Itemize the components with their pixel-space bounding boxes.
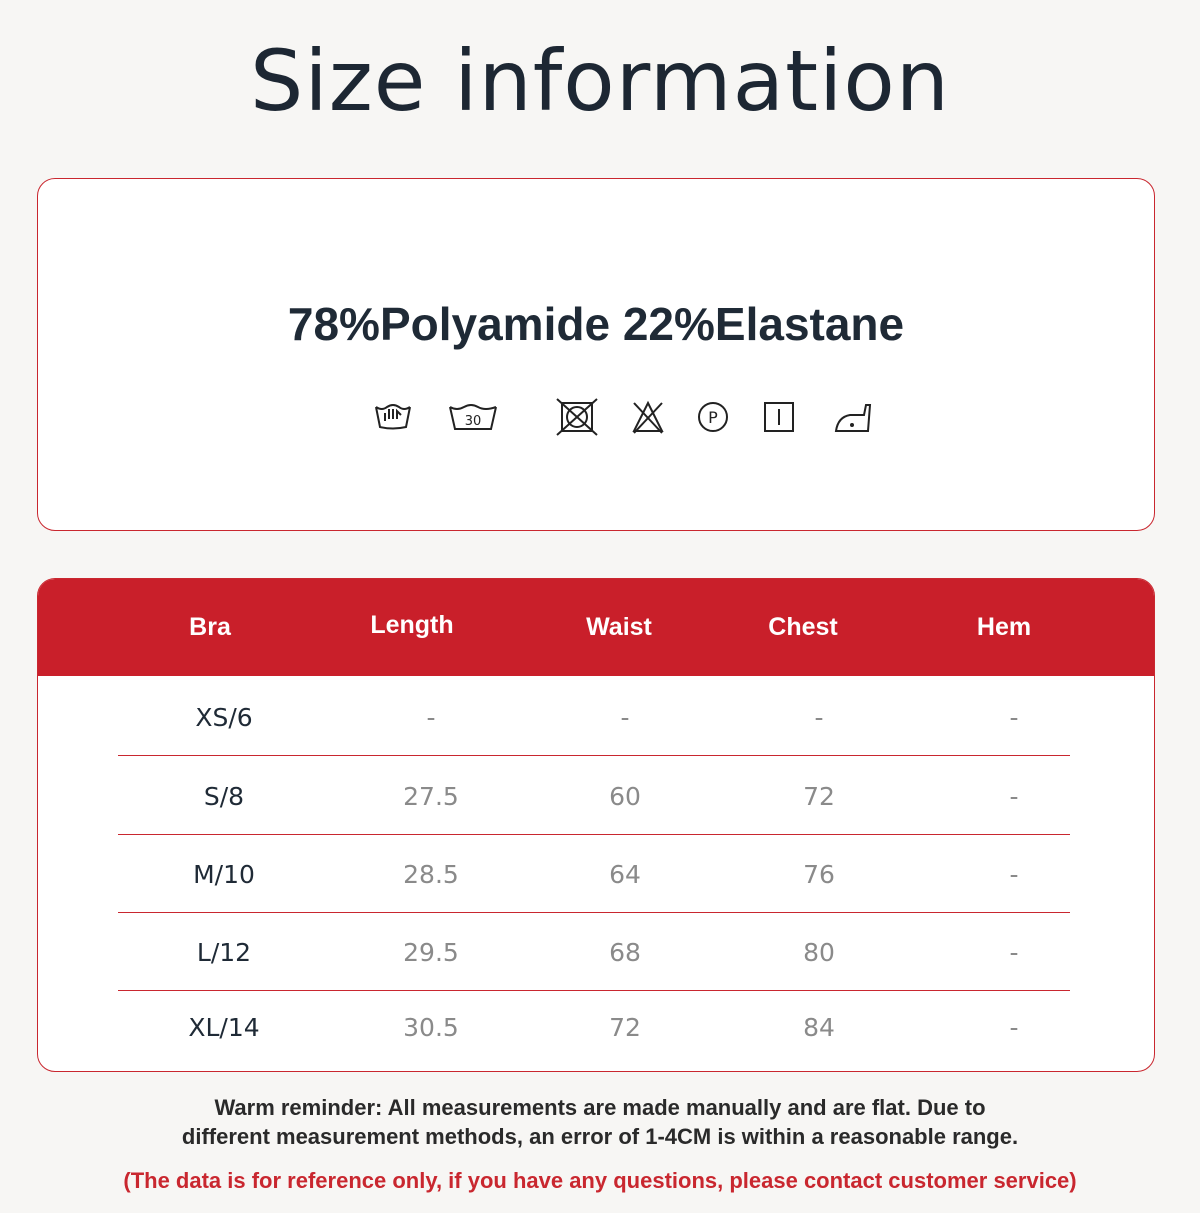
table-row <box>118 836 1070 913</box>
table-row <box>118 758 1070 835</box>
cell-size: XS/6 <box>195 703 253 732</box>
table-row <box>118 989 1070 1066</box>
reminder-line-2: different measurement methods, an error of 1-4CM is within a reasonable range. <box>181 1124 1019 1149</box>
row-divider <box>118 912 1070 914</box>
wash-temp-label: 30 <box>464 414 482 429</box>
size-chart <box>37 578 1155 1072</box>
table-header <box>38 579 1154 676</box>
fabric-composition: 78%Polyamide 22%Elastane <box>287 298 905 350</box>
line-dry-icon <box>756 397 802 437</box>
dry-clean-p-icon <box>690 397 736 437</box>
row-divider <box>118 834 1070 836</box>
hand-wash-icon <box>368 397 418 437</box>
header-waist: Waist <box>586 613 652 641</box>
cell-size: XL/14 <box>188 1013 260 1042</box>
cell-hem: - <box>1009 703 1019 732</box>
header-length: Length <box>370 611 454 639</box>
reference-notice: (The data is for reference only, if you have any questions, please contact customer service) <box>123 1168 1077 1193</box>
cell-size: M/10 <box>193 860 255 889</box>
cell-hem: - <box>1009 938 1019 967</box>
table-row <box>118 914 1070 991</box>
do-not-tumble-dry-icon <box>552 397 602 437</box>
care-instructions <box>38 397 1154 437</box>
cell-hem: - <box>1009 782 1019 811</box>
reminder-line-1: Warm reminder: All measurements are made manually and are flat. Due to <box>214 1095 986 1120</box>
cell-hem: - <box>1009 1013 1019 1042</box>
cell-hem: - <box>1009 860 1019 889</box>
cell-length: 27.5 <box>403 782 459 811</box>
cell-length: 29.5 <box>403 938 459 967</box>
cell-chest: - <box>814 703 824 732</box>
header-hem: Hem <box>976 613 1032 641</box>
measurement-reminder <box>0 1093 1200 1151</box>
cell-chest: 80 <box>803 938 835 967</box>
row-divider <box>118 755 1070 757</box>
cell-chest: 76 <box>803 860 835 889</box>
cell-waist: - <box>620 703 630 732</box>
cell-size: S/8 <box>203 782 245 811</box>
dry-clean-letter: P <box>708 408 718 427</box>
fabric-card <box>37 178 1155 531</box>
cell-length: 28.5 <box>403 860 459 889</box>
cell-waist: 64 <box>609 860 641 889</box>
cell-waist: 68 <box>609 938 641 967</box>
cell-chest: 84 <box>803 1013 835 1042</box>
cell-length: 30.5 <box>403 1013 459 1042</box>
cell-waist: 72 <box>609 1013 641 1042</box>
table-row <box>118 679 1070 756</box>
cell-size: L/12 <box>196 938 252 967</box>
cell-length: - <box>426 703 436 732</box>
wash-30-icon <box>446 397 500 437</box>
cell-waist: 60 <box>609 782 641 811</box>
do-not-bleach-icon <box>624 397 672 437</box>
header-chest: Chest <box>768 613 838 641</box>
page-title: Size information <box>250 32 950 130</box>
iron-low-icon <box>828 397 878 437</box>
cell-chest: 72 <box>803 782 835 811</box>
header-bra: Bra <box>189 613 231 641</box>
